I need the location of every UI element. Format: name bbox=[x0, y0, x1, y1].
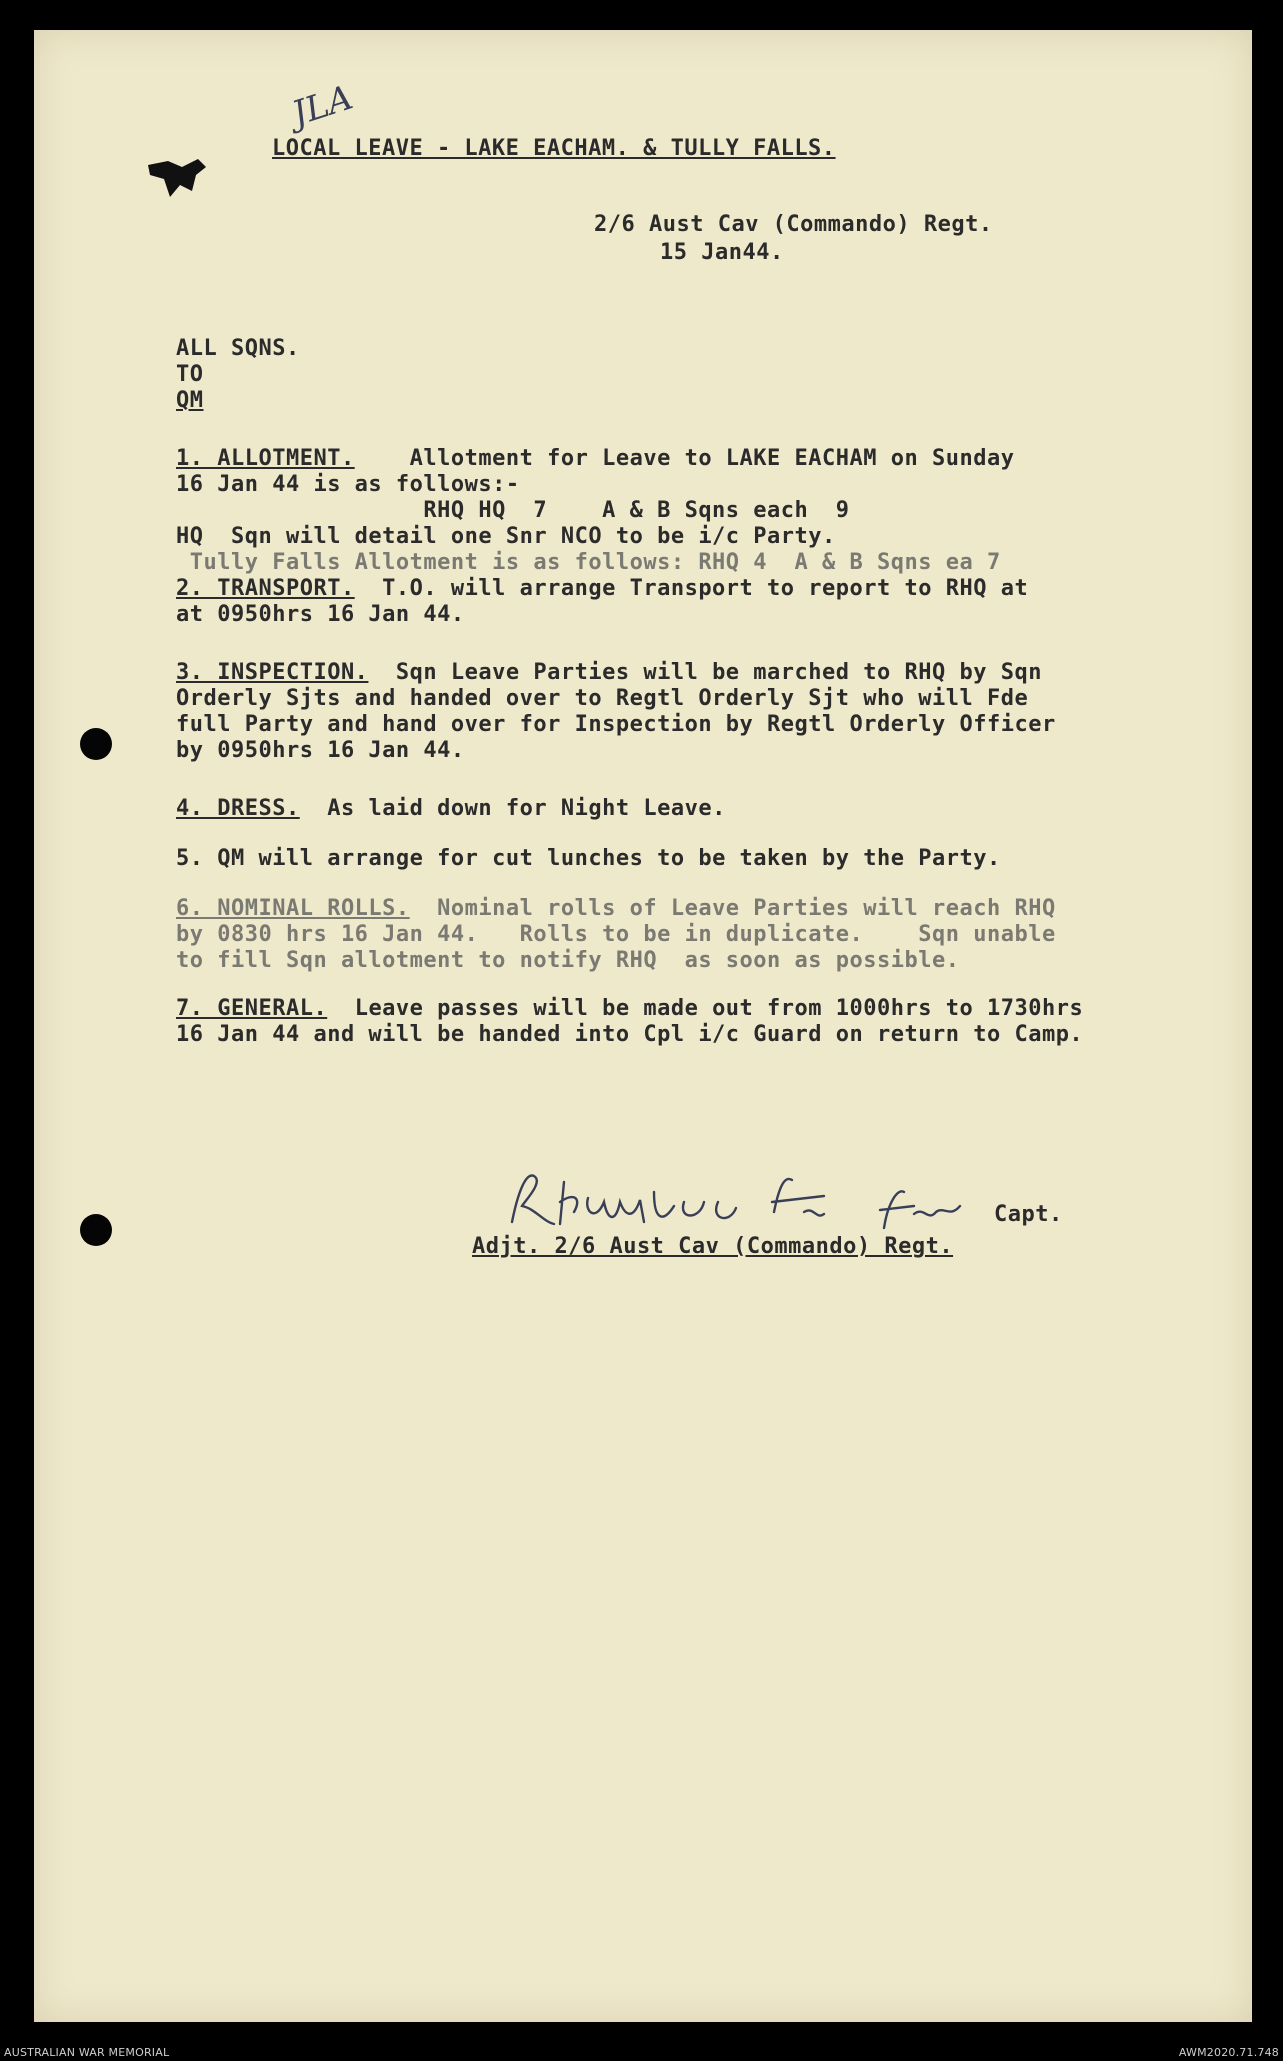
addressee-line: ALL SQNS. bbox=[176, 336, 300, 361]
addressee-line: QM bbox=[176, 388, 204, 413]
paragraph-line: 16 Jan 44 and will be handed into Cpl i/c Guard on return to Camp. bbox=[176, 1022, 1084, 1047]
ink-blot-icon bbox=[146, 157, 210, 201]
unit-heading: 2/6 Aust Cav (Commando) Regt. bbox=[594, 212, 993, 237]
paragraph-heading: 5. QM will arrange for cut lunches to be taken by the Party. bbox=[176, 846, 1001, 871]
paragraph-heading: 4. DRESS. As laid down for Night Leave. bbox=[176, 796, 726, 821]
footer-right-text: AWM2020.71.748 bbox=[1178, 2046, 1279, 2059]
paragraph-heading: 6. NOMINAL ROLLS. Nominal rolls of Leave Parties will reach RHQ bbox=[176, 896, 1056, 921]
paragraph-line: 16 Jan 44 is as follows:- bbox=[176, 472, 520, 497]
handwritten-initials: JLA bbox=[287, 77, 358, 135]
punch-hole bbox=[80, 1214, 112, 1246]
signature-image bbox=[504, 1162, 1024, 1242]
rank-text: Capt. bbox=[994, 1202, 1063, 1227]
paragraph-line: RHQ HQ 7 A & B Sqns each 9 bbox=[176, 498, 850, 523]
paragraph-line: to fill Sqn allotment to notify RHQ as soon as possible. bbox=[176, 948, 960, 973]
paragraph-heading: 1. ALLOTMENT. Allotment for Leave to LAKE EACHAM on Sunday bbox=[176, 446, 1015, 471]
document-date: 15 Jan44. bbox=[660, 240, 784, 265]
paragraph-line: Orderly Sjts and handed over to Regtl Orderly Sjt who will Fde bbox=[176, 686, 1029, 711]
paragraph-heading: 7. GENERAL. Leave passes will be made out from 1000hrs to 1730hrs bbox=[176, 996, 1084, 1021]
paragraph-line: by 0950hrs 16 Jan 44. bbox=[176, 738, 465, 763]
paragraph-line: HQ Sqn will detail one Snr NCO to be i/c Party. bbox=[176, 524, 836, 549]
paragraph-line: by 0830 hrs 16 Jan 44. Rolls to be in duplicate. Sqn unable bbox=[176, 922, 1056, 947]
addressee-line: TO bbox=[176, 362, 204, 387]
paragraph-line: at 0950hrs 16 Jan 44. bbox=[176, 602, 465, 627]
document-title: LOCAL LEAVE - LAKE EACHAM. & TULLY FALLS. bbox=[272, 136, 836, 161]
signatory-block: Adjt. 2/6 Aust Cav (Commando) Regt. bbox=[472, 1234, 954, 1259]
footer-left-text: AUSTRALIAN WAR MEMORIAL bbox=[4, 2046, 170, 2059]
paragraph-line: Tully Falls Allotment is as follows: RHQ 4 A & B Sqns ea 7 bbox=[176, 550, 1001, 575]
paragraph-line: full Party and hand over for Inspection by Regtl Orderly Officer bbox=[176, 712, 1056, 737]
document-page bbox=[34, 30, 1252, 2022]
paragraph-heading: 3. INSPECTION. Sqn Leave Parties will be marched to RHQ by Sqn bbox=[176, 660, 1042, 685]
paragraph-heading: 2. TRANSPORT. T.O. will arrange Transport to report to RHQ at bbox=[176, 576, 1029, 601]
punch-hole bbox=[80, 728, 112, 760]
